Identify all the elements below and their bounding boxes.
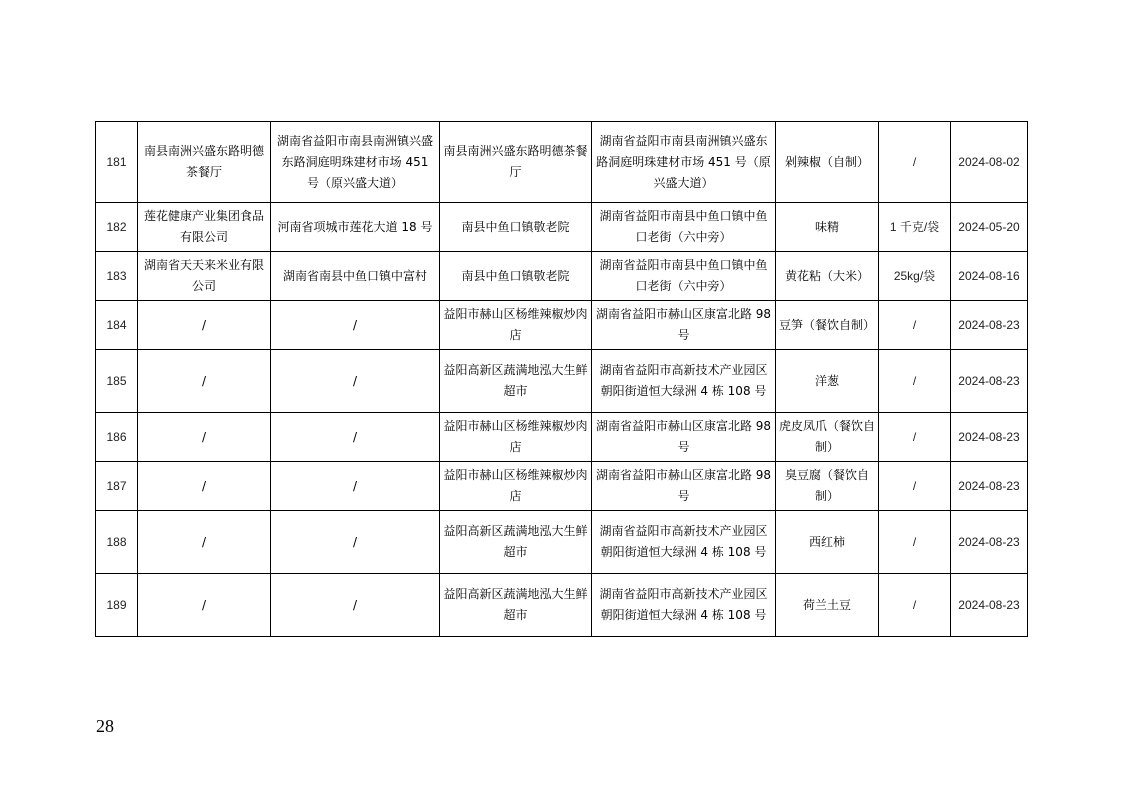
sampled-unit-address: 湖南省益阳市赫山区康富北路 98 号 [592, 413, 776, 462]
production-date: 2024-08-23 [951, 511, 1028, 574]
table-row [96, 413, 1028, 462]
sampling-results-table [95, 121, 1028, 637]
production-date: 2024-08-23 [951, 350, 1028, 413]
table-row [96, 122, 1028, 203]
table-row [96, 350, 1028, 413]
sampled-unit-address: 湖南省益阳市南县中鱼口镇中鱼口老街（六中旁） [592, 203, 776, 252]
sampled-unit: 南县中鱼口镇敬老院 [440, 203, 592, 252]
producer-address: 湖南省南县中鱼口镇中富村 [271, 252, 440, 301]
sampled-unit-address: 湖南省益阳市高新技术产业园区朝阳街道恒大绿洲 4 栋 108 号 [592, 511, 776, 574]
producer-address: / [271, 413, 440, 462]
row-number: 188 [96, 511, 138, 574]
production-date: 2024-05-20 [951, 203, 1028, 252]
producer-name: / [138, 574, 271, 637]
producer-address: / [271, 301, 440, 350]
production-date: 2024-08-02 [951, 122, 1028, 203]
specification: 1 千克/袋 [879, 203, 951, 252]
producer-address: 湖南省益阳市南县南洲镇兴盛东路洞庭明珠建材市场 451 号（原兴盛大道） [271, 122, 440, 203]
row-number: 187 [96, 462, 138, 511]
food-name: 剁辣椒（自制） [776, 122, 879, 203]
row-number: 189 [96, 574, 138, 637]
producer-address: / [271, 574, 440, 637]
producer-name: / [138, 301, 271, 350]
sampled-unit: 南县中鱼口镇敬老院 [440, 252, 592, 301]
table-row [96, 301, 1028, 350]
producer-name: / [138, 413, 271, 462]
production-date: 2024-08-16 [951, 252, 1028, 301]
sampled-unit-address: 湖南省益阳市南县南洲镇兴盛东路洞庭明珠建材市场 451 号（原兴盛大道） [592, 122, 776, 203]
row-number: 181 [96, 122, 138, 203]
table-row [96, 462, 1028, 511]
row-number: 186 [96, 413, 138, 462]
producer-name: / [138, 511, 271, 574]
sampled-unit: 益阳市赫山区杨维辣椒炒肉店 [440, 462, 592, 511]
food-name: 虎皮凤爪（餐饮自制） [776, 413, 879, 462]
specification: / [879, 462, 951, 511]
sampled-unit: 南县南洲兴盛东路明德茶餐厅 [440, 122, 592, 203]
food-name: 洋葱 [776, 350, 879, 413]
table-row [96, 574, 1028, 637]
producer-name: 莲花健康产业集团食品有限公司 [138, 203, 271, 252]
row-number: 183 [96, 252, 138, 301]
sampled-unit: 益阳市赫山区杨维辣椒炒肉店 [440, 301, 592, 350]
sampled-unit-address: 湖南省益阳市赫山区康富北路 98 号 [592, 301, 776, 350]
sampled-unit: 益阳市赫山区杨维辣椒炒肉店 [440, 413, 592, 462]
sampled-unit-address: 湖南省益阳市高新技术产业园区朝阳街道恒大绿洲 4 栋 108 号 [592, 350, 776, 413]
production-date: 2024-08-23 [951, 301, 1028, 350]
producer-address: / [271, 350, 440, 413]
food-name: 豆笋（餐饮自制） [776, 301, 879, 350]
producer-address: 河南省项城市莲花大道 18 号 [271, 203, 440, 252]
production-date: 2024-08-23 [951, 574, 1028, 637]
specification: / [879, 511, 951, 574]
specification: / [879, 574, 951, 637]
table-row [96, 511, 1028, 574]
row-number: 185 [96, 350, 138, 413]
specification: / [879, 122, 951, 203]
food-name: 荷兰土豆 [776, 574, 879, 637]
food-name: 臭豆腐（餐饮自制） [776, 462, 879, 511]
producer-address: / [271, 511, 440, 574]
row-number: 184 [96, 301, 138, 350]
table-row [96, 203, 1028, 252]
producer-name: / [138, 462, 271, 511]
producer-name: 湖南省天天来米业有限公司 [138, 252, 271, 301]
food-name: 黄花粘（大米） [776, 252, 879, 301]
sampled-unit: 益阳高新区蔬满地泓大生鲜超市 [440, 350, 592, 413]
food-name: 西红柿 [776, 511, 879, 574]
producer-name: 南县南洲兴盛东路明德茶餐厅 [138, 122, 271, 203]
specification: / [879, 301, 951, 350]
table-row [96, 252, 1028, 301]
sampled-unit: 益阳高新区蔬满地泓大生鲜超市 [440, 511, 592, 574]
sampled-unit-address: 湖南省益阳市南县中鱼口镇中鱼口老街（六中旁） [592, 252, 776, 301]
specification: 25kg/袋 [879, 252, 951, 301]
row-number: 182 [96, 203, 138, 252]
producer-address: / [271, 462, 440, 511]
sampled-unit: 益阳高新区蔬满地泓大生鲜超市 [440, 574, 592, 637]
sampled-unit-address: 湖南省益阳市高新技术产业园区朝阳街道恒大绿洲 4 栋 108 号 [592, 574, 776, 637]
page-number: 28 [96, 716, 114, 736]
producer-name: / [138, 350, 271, 413]
production-date: 2024-08-23 [951, 413, 1028, 462]
food-name: 味精 [776, 203, 879, 252]
specification: / [879, 350, 951, 413]
production-date: 2024-08-23 [951, 462, 1028, 511]
specification: / [879, 413, 951, 462]
sampled-unit-address: 湖南省益阳市赫山区康富北路 98 号 [592, 462, 776, 511]
